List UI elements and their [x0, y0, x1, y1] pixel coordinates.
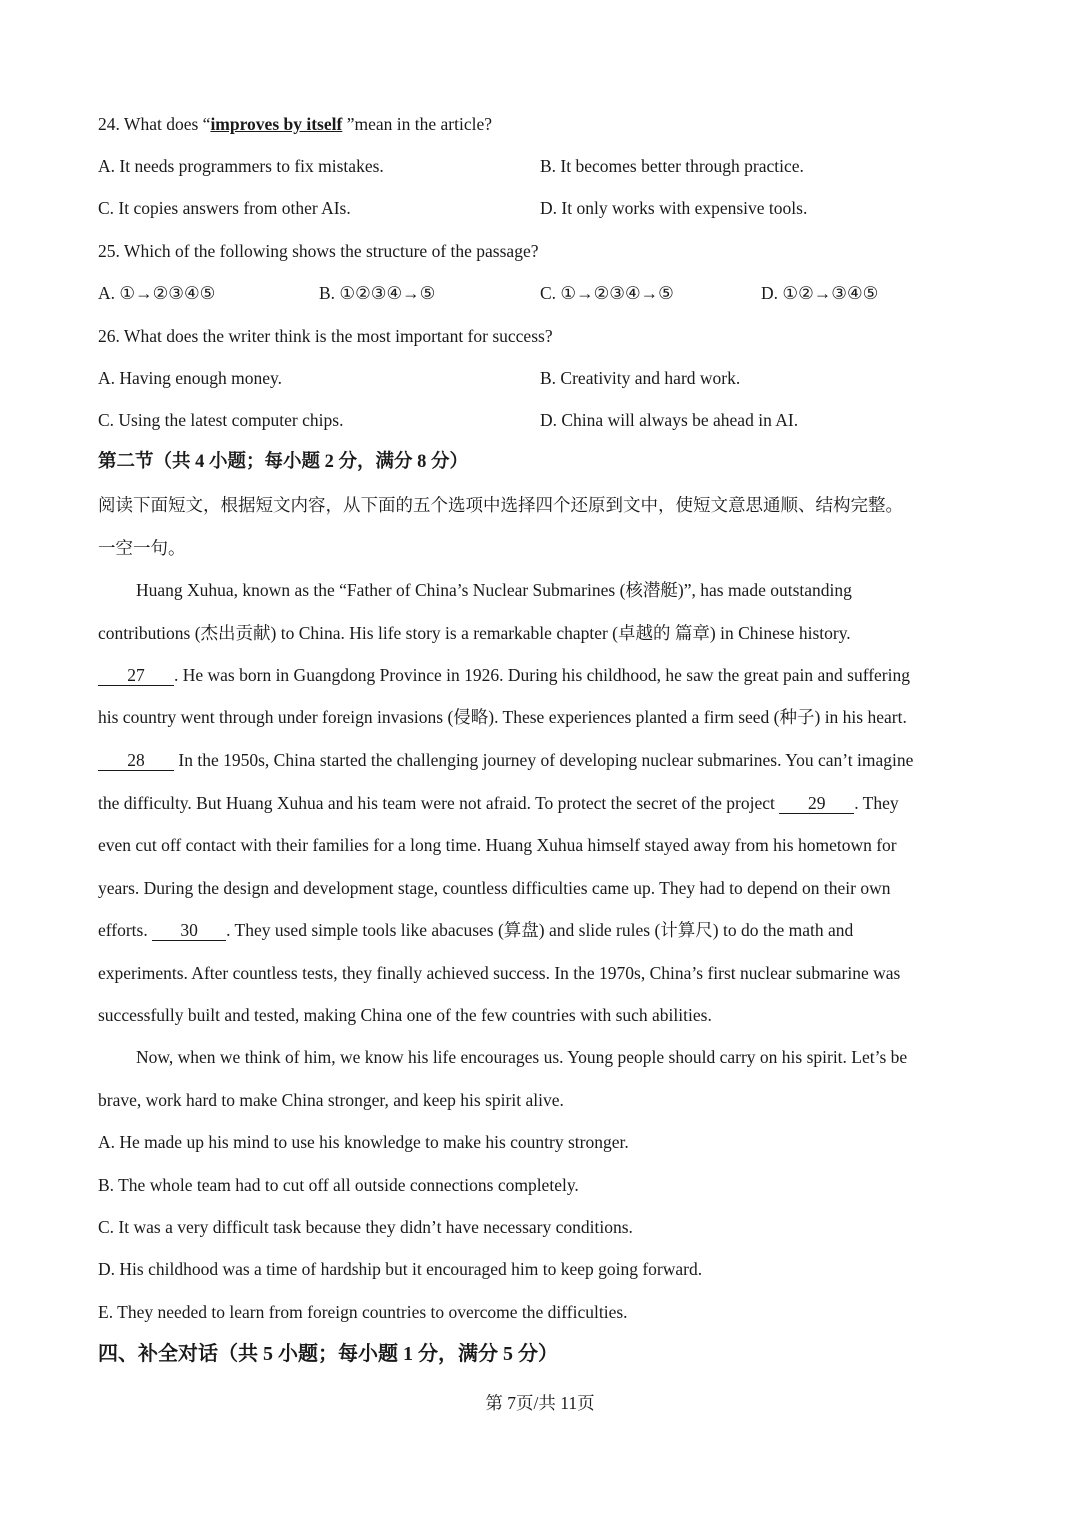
- passage-text: In the 1950s, China started the challenging journey of developing nuclear submarines. You can’t imagine: [174, 750, 914, 770]
- q26-option-b: B. Creativity and hard work.: [540, 368, 741, 388]
- q24-option-a: A. It needs programmers to fix mistakes.: [98, 156, 384, 176]
- q24-question: [98, 113, 492, 135]
- q25-question: 25. Which of the following shows the structure of the passage?: [98, 241, 539, 261]
- choice-b: B. The whole team had to cut off all outside connections completely.: [98, 1175, 579, 1195]
- blank-27[interactable]: 27: [98, 665, 174, 686]
- passage-line: even cut off contact with their families for a long time. Huang Xuhua himself stayed away from his hometown for: [98, 835, 897, 855]
- choice-e: E. They needed to learn from foreign countries to overcome the difficulties.: [98, 1302, 628, 1322]
- q26-question: 26. What does the writer think is the most important for success?: [98, 326, 553, 346]
- passage-line: brave, work hard to make China stronger, and keep his spirit alive.: [98, 1090, 564, 1110]
- section2-heading: 第二节（共 4 小题；每小题 2 分，满分 8 分）: [98, 452, 469, 472]
- passage-text: the difficulty. But Huang Xuhua and his team were not afraid. To protect the secret of the project: [98, 793, 780, 813]
- section2-instruction-cont: 一空一句。: [98, 538, 186, 558]
- blank-28[interactable]: 28: [98, 750, 174, 771]
- q24-option-c: C. It copies answers from other AIs.: [98, 198, 351, 218]
- passage-line: his country went through under foreign invasions (侵略). These experiences planted a firm seed (种子) in his heart.: [98, 707, 907, 727]
- section4-heading: 四、补全对话（共 5 小题；每小题 1 分，满分 5 分）: [98, 1343, 558, 1365]
- q25-option-d: D. ①②→③④⑤: [761, 283, 879, 303]
- passage-line: years. During the design and development stage, countless difficulties came up. They had to depend on their own: [98, 878, 891, 898]
- q25-option-c: C. ①→②③④→⑤: [540, 283, 674, 303]
- passage-line: [98, 919, 853, 941]
- page-number: 第 7页/共 11页: [485, 1393, 595, 1413]
- blank-29[interactable]: 29: [779, 793, 854, 814]
- q24-prefix: 24. What does “: [98, 114, 211, 134]
- choice-a: A. He made up his mind to use his knowledge to make his country stronger.: [98, 1132, 629, 1152]
- passage-line: [98, 792, 899, 814]
- q24-keyword: improves by itself: [210, 114, 343, 134]
- passage-line: [98, 664, 910, 686]
- passage-text: . He was born in Guangdong Province in 1926. During his childhood, he saw the great pain and suffering: [174, 665, 910, 685]
- blank-30[interactable]: 30: [152, 920, 226, 941]
- passage-line: experiments. After countless tests, they finally achieved success. In the 1970s, China’s first nuclear submarine was: [98, 963, 901, 983]
- q26-option-a: A. Having enough money.: [98, 368, 283, 388]
- choice-c: C. It was a very difficult task because they didn’t have necessary conditions.: [98, 1217, 633, 1237]
- passage-line: [98, 749, 913, 771]
- passage-line: contributions (杰出贡献) to China. His life story is a remarkable chapter (卓越的 篇章) in Chinese history.: [98, 623, 851, 643]
- q26-option-d: D. China will always be ahead in AI.: [540, 410, 799, 430]
- q25-option-a: A. ①→②③④⑤: [98, 283, 216, 303]
- passage-line: Huang Xuhua, known as the “Father of China’s Nuclear Submarines (核潜艇)”, has made outstanding: [136, 580, 852, 600]
- q24-option-d: D. It only works with expensive tools.: [540, 198, 808, 218]
- q25-option-b: B. ①②③④→⑤: [319, 283, 436, 303]
- q26-option-c: C. Using the latest computer chips.: [98, 410, 344, 430]
- passage-text: . They: [854, 793, 899, 813]
- q24-option-b: B. It becomes better through practice.: [540, 156, 804, 176]
- passage-line: Now, when we think of him, we know his life encourages us. Young people should carry on his spirit. Let’s be: [136, 1047, 908, 1067]
- passage-text: . They used simple tools like abacuses (算盘) and slide rules (计算尺) to do the math and: [226, 920, 854, 940]
- passage-text: efforts.: [98, 920, 153, 940]
- section2-instruction: 阅读下面短文，根据短文内容，从下面的五个选项中选择四个还原到文中，使短文意思通顺、结构完整。: [98, 495, 903, 515]
- choice-d: D. His childhood was a time of hardship but it encouraged him to keep going forward.: [98, 1259, 703, 1279]
- passage-line: successfully built and tested, making China one of the few countries with such abilities.: [98, 1005, 712, 1025]
- q24-suffix: ”mean in the article?: [342, 114, 492, 134]
